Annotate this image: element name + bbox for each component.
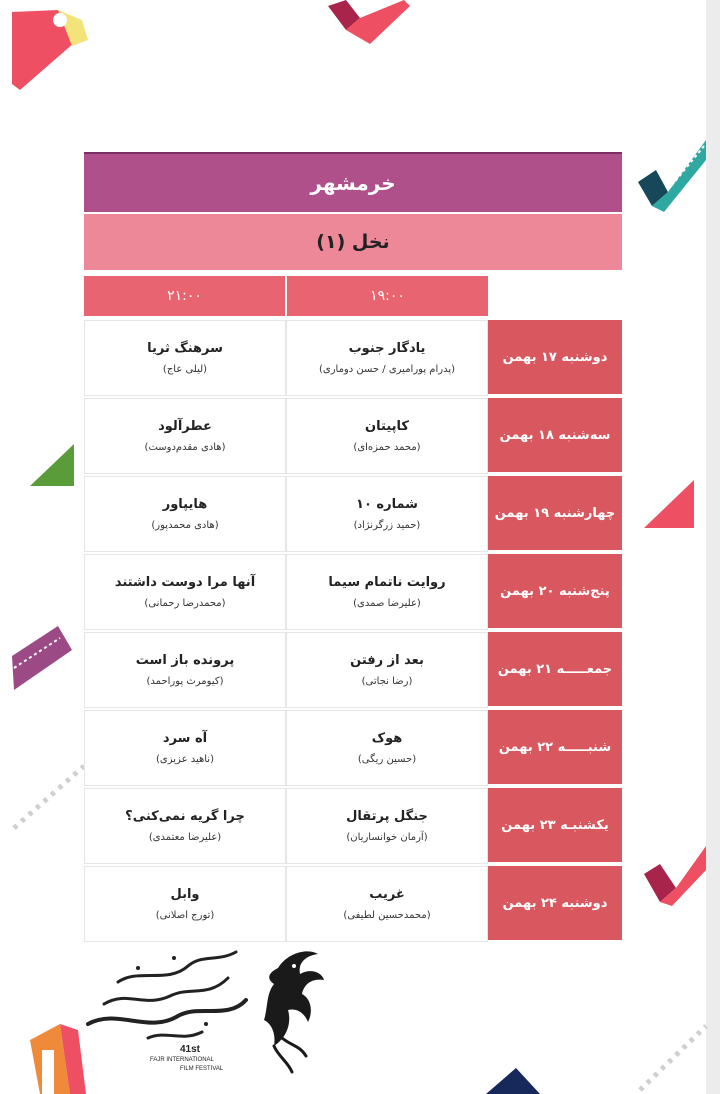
film-director: (کیومرث پوراحمد): [146, 676, 224, 687]
film-title: پرونده باز است: [135, 653, 235, 668]
screening-2100: [84, 866, 286, 942]
triangle-navy: [486, 1068, 540, 1094]
table-row: [84, 866, 622, 942]
table-row: [84, 710, 622, 786]
screening-2100: [84, 632, 286, 708]
screening-1900: [286, 632, 488, 708]
festival-logo: [78, 938, 328, 1078]
day-label: شنبـــــه ۲۲ بهمن: [488, 710, 622, 786]
time-header-1900: ۱۹:۰۰: [287, 276, 488, 316]
film-title: وابل: [170, 887, 200, 902]
film-director: (محمد حمزه‌ای): [353, 442, 421, 453]
triangle-green: [30, 444, 74, 486]
table-row: [84, 320, 622, 396]
ribbon-right-red: [644, 846, 706, 906]
venue-title: خرمشهر: [84, 152, 622, 212]
screening-2100: [84, 476, 286, 552]
film-title: عطرآلود: [158, 419, 212, 434]
day-label: چهارشنبه ۱۹ بهمن: [488, 476, 622, 552]
day-label: جمعـــــه ۲۱ بهمن: [488, 632, 622, 708]
screening-1900: [286, 554, 488, 630]
table-row: [84, 788, 622, 864]
film-director: (ناهید عزیزی): [156, 754, 214, 765]
film-director: (پدرام پورامیری / حسن دوماری): [318, 364, 456, 375]
dotted-strip-right: [640, 1026, 706, 1090]
table-row: [84, 632, 622, 708]
film-director: (هادی محمدپور): [151, 520, 219, 531]
film-director: (لیلی عاج): [162, 364, 208, 375]
film-title: یادگار جنوب: [348, 341, 426, 356]
film-title: کاپیتان: [365, 419, 409, 434]
screening-1900: [286, 788, 488, 864]
ribbon-top-center: [328, 0, 410, 44]
ribbon-left-purple: [12, 626, 72, 690]
time-header-2100: ۲۱:۰۰: [84, 276, 285, 316]
film-director: (محمدحسین لطیفی): [343, 910, 431, 921]
film-title: سرهنگ ثریا: [147, 341, 223, 356]
film-title: چرا گریه نمی‌کنی؟: [125, 809, 245, 824]
triangle-red: [644, 480, 694, 528]
day-label: پنج‌شنبه ۲۰ بهمن: [488, 554, 622, 630]
film-title: شماره ۱۰: [356, 497, 418, 512]
screening-1900: [286, 710, 488, 786]
logo-calligraphy-text: [78, 938, 79, 939]
film-title: روایت ناتمام سیما: [328, 575, 446, 590]
day-label: سه‌شنبه ۱۸ بهمن: [488, 398, 622, 474]
film-title: هایپاور: [162, 497, 208, 512]
logo-festival-en-1: FAJR INTERNATIONAL: [150, 1057, 214, 1063]
film-director: (علیرضا صمدی): [353, 598, 421, 609]
film-director: (رضا نجاتی): [361, 676, 413, 687]
film-director: (محمدرضا رحمانی): [144, 598, 226, 609]
film-title: آه سرد: [162, 731, 208, 746]
film-director: (هادی مقدم‌دوست): [144, 442, 226, 453]
screening-2100: [84, 710, 286, 786]
film-director: (علیرضا معتمدی): [148, 832, 222, 843]
film-title: بعد از رفتن: [350, 653, 424, 668]
film-director: (حسین ریگی): [357, 754, 417, 765]
logo-edition: 41st: [180, 1044, 201, 1055]
day-label: دوشنبه ۲۴ بهمن: [488, 866, 622, 942]
logo-festival-en-2: FILM FESTIVAL: [180, 1066, 224, 1072]
film-director: (آرمان خوانساریان): [346, 832, 428, 843]
table-row: [84, 554, 622, 630]
screening-1900: [286, 398, 488, 474]
screening-2100: [84, 788, 286, 864]
film-title: آنها مرا دوست داشتند: [114, 575, 256, 590]
table-row: [84, 476, 622, 552]
film-title: جنگل پرتقال: [346, 809, 428, 824]
film-director: (تورج اصلانی): [155, 910, 215, 921]
ribbon-right-teal: [638, 140, 706, 212]
ribbon-top-left: [12, 10, 88, 90]
day-label: یکشنبـه ۲۳ بهمن: [488, 788, 622, 864]
film-title: غریب: [369, 887, 405, 902]
screening-1900: [286, 866, 488, 942]
screening-2100: [84, 398, 286, 474]
film-director: (حمید زرگرنژاد): [353, 520, 421, 531]
table-row: [84, 398, 622, 474]
hall-title: نخل (۱): [84, 214, 622, 270]
screening-2100: [84, 320, 286, 396]
screening-1900: [286, 476, 488, 552]
dotted-strip-left: [14, 766, 84, 828]
screening-2100: [84, 554, 286, 630]
film-title: هوک: [371, 731, 403, 746]
day-label: دوشنبه ۱۷ بهمن: [488, 320, 622, 396]
screening-1900: [286, 320, 488, 396]
